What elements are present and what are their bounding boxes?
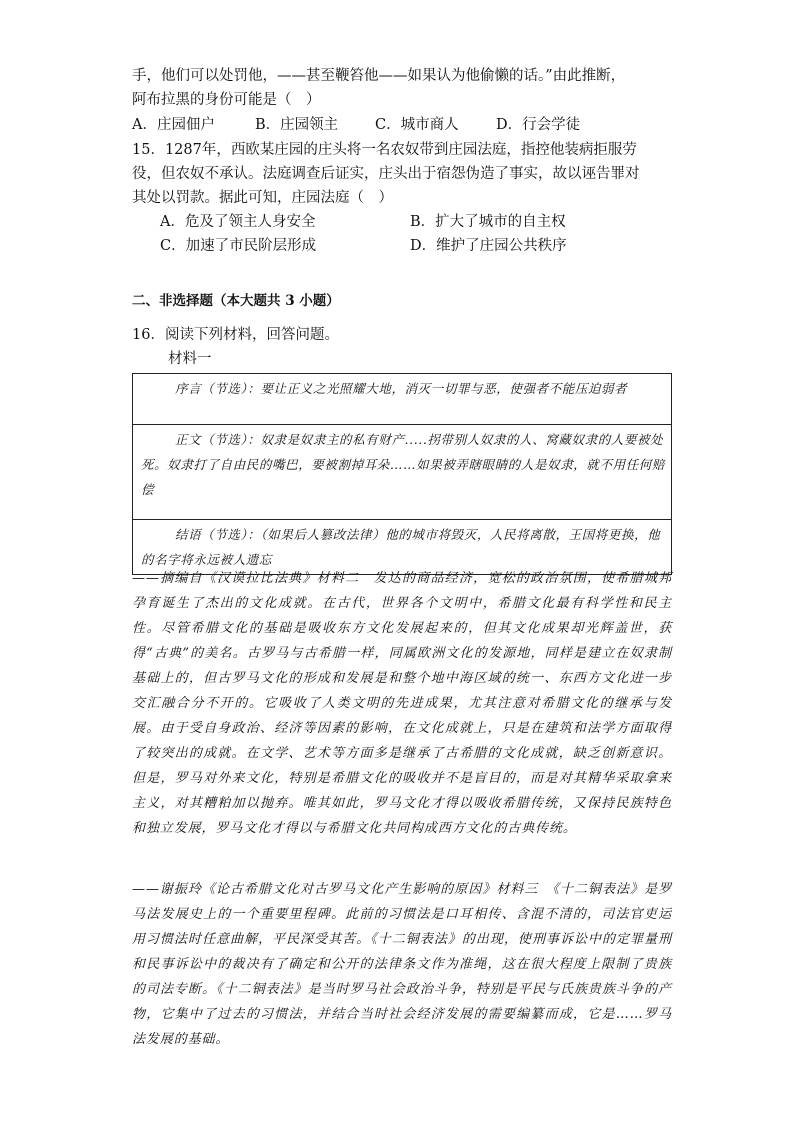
section-2-heading: 二、非选择题（本大题共 3 小题） [132,293,340,309]
table-cell-main-text [133,425,672,520]
q14-option-a[interactable]: A．庄园佃户 [132,117,215,133]
q15-option-d[interactable]: D．维护了庄园公共秩序 [410,238,567,254]
q15-option-a[interactable]: A．危及了领主人身安全 [160,214,316,230]
preface-text: 序言（节选）：要让正义之光照耀大地，消灭一切罪与恶，使强者不能压迫弱者 [175,381,628,396]
material-1-label: 材料一 [168,351,212,367]
question-16-stem: 16．阅读下列材料，回答问题。 [132,327,339,343]
question-15-text-line-2: 役，但农奴不承认。法庭调查后证实，庄头出于宿怨伪造了事实，故以诬告罪对 [132,166,640,182]
conclusion-text: 结语（节选）：（如果后人篡改法律）他的城市将毁灭，人民将离散，王国将更换，他的名字将永远被人遗忘 [141,527,661,567]
question-14-text-line-2: 阿布拉黑的身份可能是（ ） [132,92,321,108]
table-cell-preface [133,374,672,425]
question-14-text-line-1: 手，他们可以处罚他，——甚至鞭笞他——如果认为他偷懒的话。”由此推断， [132,68,626,84]
q14-option-d[interactable]: D．行会学徒 [496,117,581,133]
material-3-paragraph: ——谢振玲《论古希腊文化对古罗马文化产生影响的原因》材料三 《十二铜表法》是罗马法发展史上的一个重要里程碑。此前的习惯法是口耳相传、含混不清的，司法官吏运用习惯法时任意曲解，平民深受其苦。《十二铜表法》的出现，使刑事诉讼中的定罪量刑和民事诉讼中的裁决有了确定和公开的法律条文作为准绳，这在很大程度上限制了贵族的司法专断。《十二铜表法》是当时罗马社会政治斗争，特别是平民与氏族贵族斗争的产物，它集中了过去的习惯法，并结合当时社会经济发展的需要编纂而成，它是……罗马法发展的基础。 [132,882,672,1047]
hammurabi-code-table [132,373,672,575]
question-15-text-line-3: 其处以罚款。据此可知，庄园法庭（ ） [132,190,393,206]
q14-option-c[interactable]: C．城市商人 [375,117,459,133]
q15-option-c[interactable]: C．加速了市民阶层形成 [160,238,317,254]
question-15-text-line-1: 15．1287年，西欧某庄园的庄头将一名农奴带到庄园法庭，指控他装病拒服劳 [132,142,637,158]
table-row [133,425,672,520]
q15-option-b[interactable]: B．扩大了城市的自主权 [410,214,566,230]
q14-option-b[interactable]: B．庄园领主 [255,117,339,133]
material-2-paragraph: ——摘编自《汉谟拉比法典》材料二 发达的商品经济，宽松的政治氛围，使希腊城邦孕育诞生了杰出的文化成就。在古代，世界各个文明中，希腊文化最有科学性和民主性。尽管希腊文化的基础是吸收东方文化发展起来的，但其文化成果却光辉盖世，获得“古典”的美名。古罗马与古希腊一样，同属欧洲文化的发源地，同样是建立在奴隶制基础上的，但古罗马文化的形成和发展是和整个地中海区域的统一、东西方文化进一步交汇融合分不开的。它吸收了人类文明的先进成果，尤其注意对希腊文化的继承与发展。由于受自身政治、经济等因素的影响，在文化成就上，只是在建筑和法学方面取得了较突出的成就。在文学、艺术等方面多是继承了古希腊的文化成就，缺乏创新意识。但是，罗马对外来文化，特别是希腊文化的吸收并不是盲目的，而是对其精华采取拿来主义，对其糟粕加以抛弃。唯其如此，罗马文化才得以吸收希腊传统，又保持民族特色和独立发展，罗马文化才得以与希腊文化共同构成西方文化的古典传统。 [132,571,672,836]
table-row [133,374,672,425]
main-text: 正文（节选）：奴隶是奴隶主的私有财产.....拐带别人奴隶的人、窝藏奴隶的人要被处死。奴隶打了自由民的嘴巴，要被割掉耳朵……如果被弄瞎眼睛的人是奴隶，就不用任何赔偿 [141,432,666,497]
